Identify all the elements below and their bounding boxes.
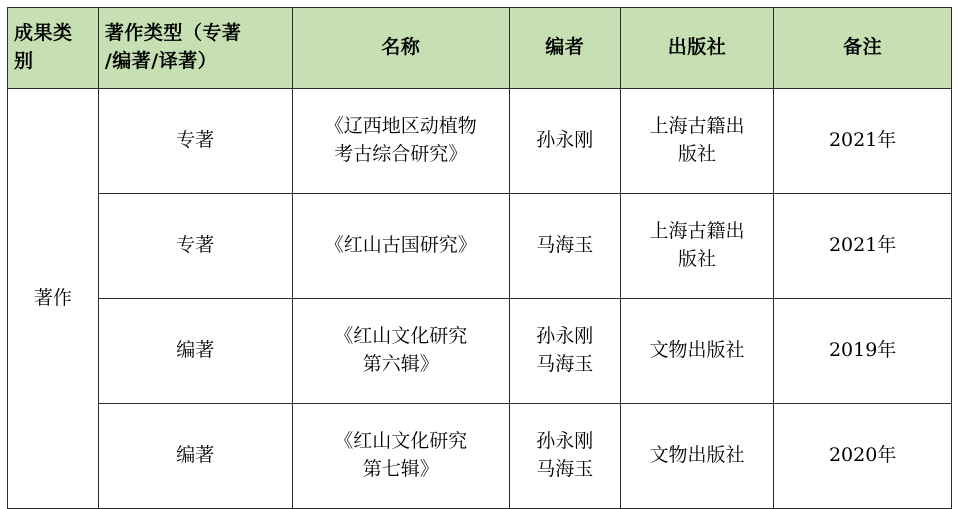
text-line: 《红山文化研究 bbox=[334, 325, 468, 348]
text-line: 文物出版社 bbox=[649, 339, 745, 362]
text-line: 编者 bbox=[545, 36, 585, 59]
cell-publisher bbox=[620, 89, 773, 194]
cell-publisher bbox=[620, 194, 773, 299]
cell-title-lines bbox=[299, 323, 503, 378]
cell-work-type-lines bbox=[105, 337, 286, 365]
table-body bbox=[8, 89, 952, 509]
cell-remark bbox=[774, 194, 952, 299]
text-line: 孙永刚 bbox=[536, 430, 594, 453]
cell-work-type bbox=[98, 404, 292, 509]
cell-editor bbox=[509, 299, 620, 404]
text-line: 《红山文化研究 bbox=[334, 430, 468, 453]
text-line: 2020年 bbox=[828, 444, 897, 467]
cell-publisher-lines bbox=[627, 337, 767, 365]
cell-remark-lines bbox=[780, 442, 945, 470]
achievements-table bbox=[7, 7, 952, 509]
document-page bbox=[0, 7, 958, 486]
cell-title bbox=[292, 194, 509, 299]
column-header-title bbox=[292, 8, 509, 89]
text-line: 《红山古国研究》 bbox=[324, 234, 477, 257]
text-line: 编著 bbox=[176, 339, 215, 362]
column-header-category-lines bbox=[14, 20, 92, 75]
text-line: 编著 bbox=[176, 444, 215, 467]
cell-remark-lines bbox=[780, 127, 945, 155]
text-line: 上海古籍出 bbox=[649, 220, 745, 243]
text-line: 著作类型（专著 bbox=[104, 22, 242, 45]
text-line: 第七辑》 bbox=[362, 458, 439, 480]
cell-work-type bbox=[98, 89, 292, 194]
cell-title bbox=[292, 299, 509, 404]
cell-publisher bbox=[620, 299, 773, 404]
text-line: 专著 bbox=[176, 129, 215, 152]
cell-work-type bbox=[98, 194, 292, 299]
text-line: 名称 bbox=[381, 36, 421, 59]
text-line: 上海古籍出 bbox=[649, 115, 745, 138]
text-line: 孙永刚 bbox=[536, 325, 594, 348]
cell-editor bbox=[509, 89, 620, 194]
cell-work-type-lines bbox=[105, 232, 286, 260]
text-line: 孙永刚 bbox=[536, 129, 594, 152]
column-header-remark bbox=[774, 8, 952, 89]
table-row bbox=[8, 194, 952, 299]
text-line: 马海玉 bbox=[536, 353, 594, 375]
cell-remark bbox=[774, 299, 952, 404]
table-row bbox=[8, 404, 952, 509]
cell-publisher-lines bbox=[627, 442, 767, 470]
column-header-remark-lines bbox=[780, 34, 945, 62]
text-line: /编著/译著） bbox=[104, 50, 218, 72]
table-row bbox=[8, 89, 952, 194]
text-line: 2019年 bbox=[828, 339, 897, 362]
cell-title-lines bbox=[299, 232, 503, 260]
column-header-title-lines bbox=[299, 34, 503, 62]
text-line: 第六辑》 bbox=[362, 353, 439, 375]
cell-publisher bbox=[620, 404, 773, 509]
cell-remark-lines bbox=[780, 337, 945, 365]
text-line: 版社 bbox=[678, 143, 717, 165]
cell-title-lines bbox=[299, 428, 503, 483]
table-header bbox=[8, 8, 952, 89]
text-line: 马海玉 bbox=[536, 458, 594, 480]
text-line: 2021年 bbox=[828, 129, 897, 152]
text-line: 《辽西地区动植物 bbox=[324, 115, 477, 138]
table-header-row bbox=[8, 8, 952, 89]
cell-remark bbox=[774, 89, 952, 194]
column-header-editor bbox=[509, 8, 620, 89]
cell-remark bbox=[774, 404, 952, 509]
cell-publisher-lines bbox=[627, 113, 767, 168]
cell-title bbox=[292, 89, 509, 194]
text-line: 马海玉 bbox=[536, 234, 594, 257]
column-header-category bbox=[8, 8, 99, 89]
cell-remark-lines bbox=[780, 232, 945, 260]
column-header-editor-lines bbox=[516, 34, 614, 62]
cell-editor-lines bbox=[516, 127, 614, 155]
text-line: 出版社 bbox=[667, 36, 727, 59]
text-line: 版社 bbox=[678, 248, 717, 270]
cell-title bbox=[292, 404, 509, 509]
text-line: 备注 bbox=[843, 36, 883, 59]
cell-work-type-lines bbox=[105, 442, 286, 470]
text-line: 别 bbox=[14, 50, 34, 72]
cell-editor-lines bbox=[516, 323, 614, 378]
text-line: 考古综合研究》 bbox=[334, 143, 468, 165]
cell-editor-lines bbox=[516, 428, 614, 483]
table-row bbox=[8, 299, 952, 404]
cell-title-lines bbox=[299, 113, 503, 168]
text-line: 2021年 bbox=[828, 234, 897, 257]
text-line: 文物出版社 bbox=[649, 444, 745, 467]
cell-category: 著作 bbox=[8, 89, 99, 509]
cell-publisher-lines bbox=[627, 218, 767, 273]
column-header-work-type bbox=[98, 8, 292, 89]
text-line: 成果类 bbox=[14, 22, 73, 45]
cell-work-type bbox=[98, 299, 292, 404]
cell-editor bbox=[509, 194, 620, 299]
cell-editor bbox=[509, 404, 620, 509]
text-line: 专著 bbox=[176, 234, 215, 257]
cell-editor-lines bbox=[516, 232, 614, 260]
column-header-work-type-lines bbox=[105, 20, 286, 75]
cell-work-type-lines bbox=[105, 127, 286, 155]
column-header-publisher bbox=[620, 8, 773, 89]
column-header-publisher-lines bbox=[627, 34, 767, 62]
